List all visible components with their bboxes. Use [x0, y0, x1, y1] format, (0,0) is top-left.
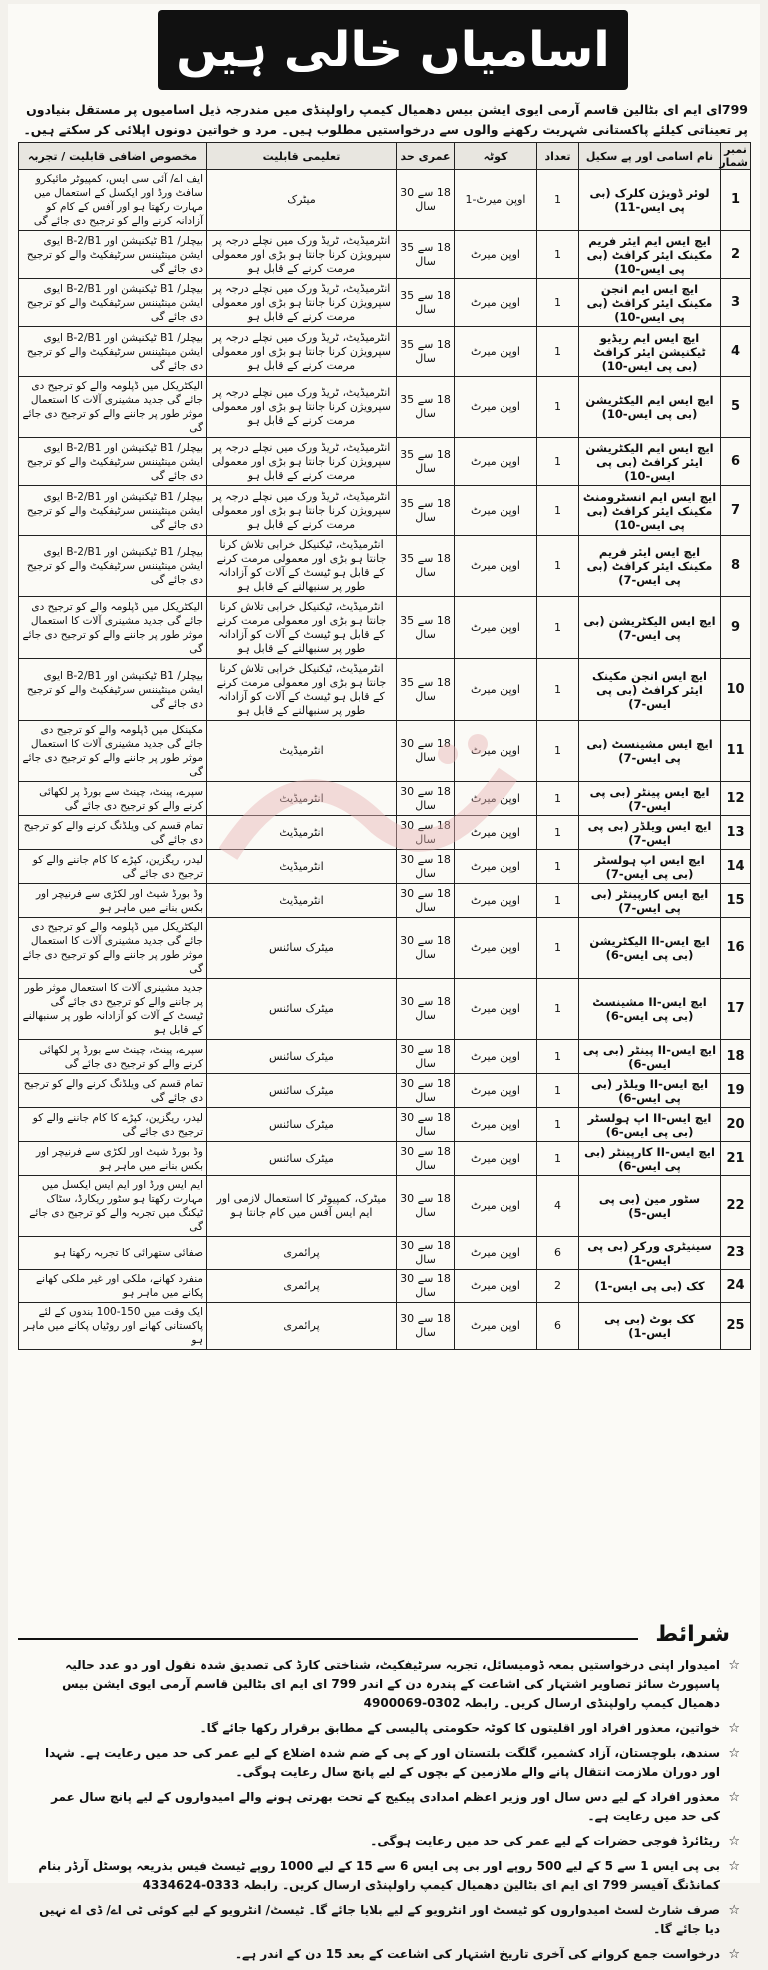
table-row [19, 231, 751, 279]
table-row [19, 816, 751, 850]
post-name-cell: ایچ ایس الیکٹریشن (بی پی ایس-7) [579, 597, 721, 659]
serial-cell: 8 [721, 536, 751, 597]
count-cell: 1 [537, 721, 579, 782]
count-cell: 1 [537, 1108, 579, 1142]
col-header-post: نام اسامی اور پے سکیل [579, 143, 721, 170]
experience-cell: تمام قسم کی ویلڈنگ کرنے والے کو ترجیح دی جائے گی [19, 816, 207, 850]
table-row [19, 1074, 751, 1108]
table-row [19, 1270, 751, 1303]
quota-cell: اوپن میرٹ [455, 1040, 537, 1074]
serial-cell: 17 [721, 979, 751, 1040]
experience-cell: بیچلر/ B1 ٹیکنیشن اور B-2/B1 ایوی ایشن مینٹیننس سرٹیفکیٹ والے کو ترجیح دی جائے گی [19, 327, 207, 377]
table-row [19, 979, 751, 1040]
experience-cell: ایم ایس ورڈ اور ایم ایس ایکسل میں مہارت رکھتا ہو سٹور ریکارڈ، سٹاک ٹیکنگ میں تجربہ والے کو ترجیح دی جائے گی [19, 1176, 207, 1237]
education-cell: انٹرمیڈیٹ، ٹریڈ ورک میں نچلے درجہ پر سپرویژن کرنا جانتا ہو بڑی اور معمولی مرمت کرنے کے قابل ہو [207, 279, 397, 327]
age-limit-cell: 18 سے 35 سال [397, 327, 455, 377]
table-row [19, 1040, 751, 1074]
condition-item [28, 1744, 740, 1782]
condition-item [28, 1857, 740, 1895]
count-cell: 1 [537, 170, 579, 231]
education-cell: انٹرمیڈیٹ، ٹیکنیکل خرابی تلاش کرنا جانتا ہو بڑی اور معمولی مرمت کرنے کے قابل ہو ٹیسٹ کے آلات کو آزادانہ طور پر سنبھالنے کے قابل ہو [207, 597, 397, 659]
post-name-cell: سٹور مین (بی پی ایس-5) [579, 1176, 721, 1237]
star-bullet-icon: ☆ [728, 1658, 740, 1673]
age-limit-cell: 18 سے 35 سال [397, 597, 455, 659]
education-cell: میٹرک سائنس [207, 1040, 397, 1074]
post-name-cell: ایچ ایس ایم انسٹرومنٹ مکینک ایئر کرافٹ (بی پی ایس-10) [579, 486, 721, 536]
age-limit-cell: 18 سے 30 سال [397, 1142, 455, 1176]
education-cell: انٹرمیڈیٹ، ٹریڈ ورک میں نچلے درجہ پر سپرویژن کرنا جانتا ہو بڑی اور معمولی مرمت کرنے کے قابل ہو [207, 377, 397, 438]
serial-cell: 7 [721, 486, 751, 536]
quota-cell: اوپن میرٹ [455, 659, 537, 721]
serial-cell: 16 [721, 918, 751, 979]
count-cell: 1 [537, 536, 579, 597]
col-header-age: عمری حد [397, 143, 455, 170]
education-cell: انٹرمیڈیٹ [207, 782, 397, 816]
count-cell: 1 [537, 486, 579, 536]
table-row [19, 536, 751, 597]
quota-cell: اوپن میرٹ [455, 816, 537, 850]
serial-cell: 21 [721, 1142, 751, 1176]
education-cell: میٹرک [207, 170, 397, 231]
count-cell: 1 [537, 659, 579, 721]
education-cell: انٹرمیڈیٹ، ٹریڈ ورک میں نچلے درجہ پر سپرویژن کرنا جانتا ہو بڑی اور معمولی مرمت کرنے کے قابل ہو [207, 231, 397, 279]
post-name-cell: ایچ ایس-II پینٹر (بی پی ایس-6) [579, 1040, 721, 1074]
condition-item [28, 1945, 740, 1964]
post-name-cell: ایچ ایس ایئر فریم مکینک ایئر کرافٹ (بی پی ایس-7) [579, 536, 721, 597]
count-cell: 1 [537, 850, 579, 884]
serial-cell: 12 [721, 782, 751, 816]
experience-cell: بیچلر/ B1 ٹیکنیشن اور B-2/B1 ایوی ایشن مینٹیننس سرٹیفکیٹ والے کو ترجیح دی جائے گی [19, 536, 207, 597]
age-limit-cell: 18 سے 35 سال [397, 279, 455, 327]
education-cell: میٹرک سائنس [207, 1142, 397, 1176]
table-row [19, 1176, 751, 1237]
table-header-row [19, 143, 751, 170]
table-row [19, 782, 751, 816]
count-cell: 1 [537, 918, 579, 979]
table-row [19, 170, 751, 231]
star-bullet-icon: ☆ [728, 1746, 740, 1761]
post-name-cell: ایچ ایس-II کارپینٹر (بی پی ایس-6) [579, 1142, 721, 1176]
serial-cell: 1 [721, 170, 751, 231]
post-name-cell: ایچ ایس ایم ریڈیو ٹیکنیشن ایئر کرافٹ (بی پی ایس-10) [579, 327, 721, 377]
post-name-cell: کک بوٹ (بی پی ایس-1) [579, 1303, 721, 1350]
count-cell: 1 [537, 782, 579, 816]
count-cell: 1 [537, 377, 579, 438]
count-cell: 6 [537, 1237, 579, 1270]
education-cell: انٹرمیڈیٹ، ٹریڈ ورک میں نچلے درجہ پر سپرویژن کرنا جانتا ہو بڑی اور معمولی مرمت کرنے کے قابل ہو [207, 486, 397, 536]
age-limit-cell: 18 سے 35 سال [397, 231, 455, 279]
quota-cell: اوپن میرٹ [455, 782, 537, 816]
count-cell: 1 [537, 597, 579, 659]
quota-cell: اوپن میرٹ [455, 918, 537, 979]
condition-item [28, 1788, 740, 1826]
post-name-cell: ایچ ایس انجن مکینک ایئر کرافٹ (بی پی ایس-7) [579, 659, 721, 721]
age-limit-cell: 18 سے 30 سال [397, 816, 455, 850]
table-row [19, 1142, 751, 1176]
condition-text: سندھ، بلوچستان، آزاد کشمیر، گلگت بلتستان اور کے پی کے ضم شدہ اضلاع کے لیے عمر کی حد میں رعایت ہے۔ شہدا اور دوران ملازمت انتقال پانے والے ملازمین کے بچوں کے لیے پانچ سال رعایت ہوگی۔ [44, 1746, 720, 1779]
table-row [19, 850, 751, 884]
count-cell: 1 [537, 979, 579, 1040]
quota-cell: اوپن میرٹ [455, 597, 537, 659]
conditions-list [28, 1656, 740, 1970]
education-cell: انٹرمیڈیٹ [207, 721, 397, 782]
post-name-cell: ایچ ایس ایم انجن مکینک ایئر کرافٹ (بی پی ایس-10) [579, 279, 721, 327]
serial-cell: 2 [721, 231, 751, 279]
quota-cell: اوپن میرٹ [455, 1142, 537, 1176]
education-cell: میٹرک سائنس [207, 1074, 397, 1108]
advertisement-page [8, 4, 760, 1962]
serial-cell: 10 [721, 659, 751, 721]
serial-cell: 9 [721, 597, 751, 659]
quota-cell: اوپن میرٹ [455, 327, 537, 377]
count-cell: 1 [537, 1040, 579, 1074]
serial-cell: 6 [721, 438, 751, 486]
age-limit-cell: 18 سے 30 سال [397, 1176, 455, 1237]
age-limit-cell: 18 سے 30 سال [397, 884, 455, 918]
age-limit-cell: 18 سے 30 سال [397, 1303, 455, 1350]
condition-text: بی پی ایس 1 سے 5 کے لیے 500 روپے اور بی پی ایس 6 سے 15 کے لیے 1000 روپے ٹیسٹ فیس بذریعہ پوسٹل آرڈر بنام کمانڈنگ آفیسر 799 ای ایم ای بٹالین دھمیال کیمپ راولپنڈی ارسال کریں۔ رابطہ 0333-4334624 [38, 1859, 720, 1892]
count-cell: 1 [537, 438, 579, 486]
experience-cell: لیدر، ریگزین، کپڑے کا کام جاننے والے کو ترجیح دی جائے گی [19, 850, 207, 884]
serial-cell: 4 [721, 327, 751, 377]
education-cell: انٹرمیڈیٹ، ٹیکنیکل خرابی تلاش کرنا جانتا ہو بڑی اور معمولی مرمت کرنے کے قابل ہو ٹیسٹ کے آلات کو آزادانہ طور پر سنبھالنے کے قابل ہو [207, 536, 397, 597]
age-limit-cell: 18 سے 30 سال [397, 1270, 455, 1303]
age-limit-cell: 18 سے 30 سال [397, 1074, 455, 1108]
col-header-count: تعداد [537, 143, 579, 170]
post-name-cell: ایچ ایس ویلڈر (بی پی ایس-7) [579, 816, 721, 850]
age-limit-cell: 18 سے 35 سال [397, 377, 455, 438]
condition-text: ریٹائرڈ فوجی حضرات کے لیے عمر کی حد میں رعایت ہوگی۔ [370, 1834, 720, 1848]
post-name-cell: ایچ ایس ایم الیکٹریشن ایئر کرافٹ (بی پی ایس-10) [579, 438, 721, 486]
star-bullet-icon: ☆ [728, 1721, 740, 1736]
condition-text: معذور افراد کے لیے دس سال اور وزیر اعظم امدادی پیکیج کے تحت بھرتی ہونے والے امیدواروں کے لیے پانچ سال عمر کی حد میں رعایت ہے۔ [51, 1790, 720, 1823]
col-header-serial: نمبر شمار [721, 143, 751, 170]
condition-item [28, 1832, 740, 1851]
star-bullet-icon: ☆ [728, 1947, 740, 1962]
table-row [19, 1303, 751, 1350]
age-limit-cell: 18 سے 30 سال [397, 782, 455, 816]
serial-cell: 23 [721, 1237, 751, 1270]
condition-text: صرف شارٹ لسٹ امیدواروں کو ٹیسٹ اور انٹرویو کے لیے بلایا جائے گا۔ ٹیسٹ/ انٹرویو کے لیے کوئی ٹی اے/ ڈی اے نہیں دیا جائے گا۔ [39, 1903, 720, 1936]
education-cell: انٹرمیڈیٹ [207, 850, 397, 884]
table-row [19, 659, 751, 721]
age-limit-cell: 18 سے 30 سال [397, 918, 455, 979]
education-cell: میٹرک سائنس [207, 918, 397, 979]
age-limit-cell: 18 سے 30 سال [397, 979, 455, 1040]
quota-cell: اوپن میرٹ [455, 231, 537, 279]
experience-cell: بیچلر/ B1 ٹیکنیشن اور B-2/B1 ایوی ایشن مینٹیننس سرٹیفکیٹ والے کو ترجیح دی جائے گی [19, 279, 207, 327]
quota-cell: اوپن میرٹ [455, 1108, 537, 1142]
col-header-education: تعلیمی قابلیت [207, 143, 397, 170]
age-limit-cell: 18 سے 30 سال [397, 721, 455, 782]
quota-cell: اوپن میرٹ [455, 377, 537, 438]
education-cell: میٹرک، کمپیوٹر کا استعمال لازمی اور ایم ایس آفس میں کام جانتا ہو [207, 1176, 397, 1237]
table-row [19, 486, 751, 536]
serial-cell: 22 [721, 1176, 751, 1237]
serial-cell: 3 [721, 279, 751, 327]
education-cell: میٹرک سائنس [207, 1108, 397, 1142]
star-bullet-icon: ☆ [728, 1834, 740, 1849]
count-cell: 1 [537, 884, 579, 918]
table-row [19, 1237, 751, 1270]
post-name-cell: ایچ ایس-II ویلڈر (بی پی ایس-6) [579, 1074, 721, 1108]
education-cell: پرائمری [207, 1270, 397, 1303]
experience-cell: وڈ بورڈ شیٹ اور لکڑی سے فرنیچر اور بکس بنانے میں ماہر ہو [19, 1142, 207, 1176]
post-name-cell: ایچ ایس کارپینٹر (بی پی ایس-7) [579, 884, 721, 918]
post-name-cell: ایچ ایس مشینسٹ (بی پی ایس-7) [579, 721, 721, 782]
col-header-quota: کوٹہ [455, 143, 537, 170]
education-cell: پرائمری [207, 1237, 397, 1270]
experience-cell: بیچلر/ B1 ٹیکنیشن اور B-2/B1 ایوی ایشن مینٹیننس سرٹیفکیٹ والے کو ترجیح دی جائے گی [19, 438, 207, 486]
quota-cell: اوپن میرٹ [455, 1176, 537, 1237]
education-cell: میٹرک سائنس [207, 979, 397, 1040]
serial-cell: 13 [721, 816, 751, 850]
experience-cell: سپرے، پینٹ، چینٹ سے بورڈ پر لکھائی کرنے والے کو ترجیح دی جائے گی [19, 1040, 207, 1074]
education-cell: انٹرمیڈیٹ، ٹریڈ ورک میں نچلے درجہ پر سپرویژن کرنا جانتا ہو بڑی اور معمولی مرمت کرنے کے قابل ہو [207, 438, 397, 486]
count-cell: 1 [537, 231, 579, 279]
education-cell: انٹرمیڈیٹ، ٹیکنیکل خرابی تلاش کرنا جانتا ہو بڑی اور معمولی مرمت کرنے کے قابل ہو ٹیسٹ کے آلات کو آزادانہ طور پر سنبھالنے کے قابل ہو [207, 659, 397, 721]
quota-cell: اوپن میرٹ [455, 1303, 537, 1350]
condition-item [28, 1901, 740, 1939]
col-header-experience: مخصوص اضافی قابلیت / تجربہ [19, 143, 207, 170]
quota-cell: اوپن میرٹ [455, 279, 537, 327]
serial-cell: 18 [721, 1040, 751, 1074]
serial-cell: 14 [721, 850, 751, 884]
post-name-cell: کک (بی پی ایس-1) [579, 1270, 721, 1303]
table-row [19, 377, 751, 438]
education-cell: پرائمری [207, 1303, 397, 1350]
quota-cell: اوپن میرٹ [455, 536, 537, 597]
age-limit-cell: 18 سے 30 سال [397, 1040, 455, 1074]
count-cell: 1 [537, 816, 579, 850]
age-limit-cell: 18 سے 35 سال [397, 438, 455, 486]
education-cell: انٹرمیڈیٹ [207, 884, 397, 918]
condition-text: خواتین، معذور افراد اور اقلیتوں کا کوٹہ حکومتی پالیسی کے مطابق برقرار رکھا جائے گا۔ [199, 1721, 720, 1735]
experience-cell: جدید مشینری آلات کا استعمال موثر طور پر جاننے والے کو ترجیح دی جائے گی ٹیسٹ کے آلات کو آزادانہ طور پر سنبھالنے کے قابل ہو [19, 979, 207, 1040]
quota-cell: اوپن میرٹ [455, 438, 537, 486]
count-cell: 4 [537, 1176, 579, 1237]
condition-item [28, 1656, 740, 1713]
age-limit-cell: 18 سے 30 سال [397, 170, 455, 231]
condition-item [28, 1719, 740, 1738]
table-row [19, 884, 751, 918]
post-name-cell: ایچ ایس-II اپ ہولسٹر (بی پی ایس-6) [579, 1108, 721, 1142]
conditions-title: شرائط [655, 1622, 730, 1647]
quota-cell: اوپن میرٹ [455, 1270, 537, 1303]
post-name-cell: ایچ ایس پینٹر (بی پی ایس-7) [579, 782, 721, 816]
post-name-cell: سینیٹری ورکر (بی پی ایس-1) [579, 1237, 721, 1270]
condition-text: درخواست جمع کروانے کی آخری تاریخ اشتہار کی اشاعت کے بعد 15 دن کے اندر ہے۔ [235, 1947, 720, 1961]
count-cell: 1 [537, 1142, 579, 1176]
post-name-cell: ایچ ایس ایم الیکٹریشن (بی پی ایس-10) [579, 377, 721, 438]
age-limit-cell: 18 سے 30 سال [397, 1237, 455, 1270]
quota-cell: اوپن میرٹ [455, 1074, 537, 1108]
education-cell: انٹرمیڈیٹ [207, 816, 397, 850]
serial-cell: 25 [721, 1303, 751, 1350]
age-limit-cell: 18 سے 30 سال [397, 850, 455, 884]
quota-cell: اوپن میرٹ [455, 850, 537, 884]
count-cell: 1 [537, 1074, 579, 1108]
serial-cell: 19 [721, 1074, 751, 1108]
quota-cell: اوپن میرٹ [455, 486, 537, 536]
star-bullet-icon: ☆ [728, 1859, 740, 1874]
age-limit-cell: 18 سے 35 سال [397, 486, 455, 536]
table-row [19, 721, 751, 782]
quota-cell: اوپن میرٹ [455, 721, 537, 782]
experience-cell: صفائی ستھرائی کا تجربہ رکھتا ہو [19, 1237, 207, 1270]
experience-cell: ایف اے/ آئی سی ایس، کمپیوٹر مائیکرو سافٹ ورڈ اور ایکسل کے استعمال میں مہارت رکھتا ہو اور آفس کے کام کو آزادانہ کرنے والے کو ترجیح دی جائے گی [19, 170, 207, 231]
age-limit-cell: 18 سے 35 سال [397, 659, 455, 721]
serial-cell: 24 [721, 1270, 751, 1303]
experience-cell: بیچلر/ B1 ٹیکنیشن اور B-2/B1 ایوی ایشن مینٹیننس سرٹیفکیٹ والے کو ترجیح دی جائے گی [19, 486, 207, 536]
post-name-cell: ایچ ایس ایم ایئر فریم مکینک ایئر کرافٹ (بی پی ایس-10) [579, 231, 721, 279]
experience-cell: سپرے، پینٹ، چینٹ سے بورڈ پر لکھائی کرنے والے کو ترجیح دی جائے گی [19, 782, 207, 816]
star-bullet-icon: ☆ [728, 1903, 740, 1918]
quota-cell: اوپن میرٹ-1 [455, 170, 537, 231]
education-cell: انٹرمیڈیٹ، ٹریڈ ورک میں نچلے درجہ پر سپرویژن کرنا جانتا ہو بڑی اور معمولی مرمت کرنے کے قابل ہو [207, 327, 397, 377]
table-row [19, 279, 751, 327]
post-name-cell: ایچ ایس اپ ہولسٹر (بی پی ایس-7) [579, 850, 721, 884]
vacancy-table [18, 142, 751, 1350]
table-row [19, 438, 751, 486]
quota-cell: اوپن میرٹ [455, 979, 537, 1040]
table-row [19, 597, 751, 659]
count-cell: 2 [537, 1270, 579, 1303]
count-cell: 1 [537, 327, 579, 377]
quota-cell: اوپن میرٹ [455, 884, 537, 918]
experience-cell: الیکٹریکل میں ڈپلومہ والے کو ترجیح دی جائے گی جدید مشینری آلات کا استعمال موثر طور پر جاننے والے کو ترجیح دی جائے گی [19, 918, 207, 979]
table-row [19, 1108, 751, 1142]
serial-cell: 5 [721, 377, 751, 438]
post-name-cell: ایچ ایس-II الیکٹریشن (بی پی ایس-6) [579, 918, 721, 979]
experience-cell: ایک وقت میں 150-100 بندوں کے لئے پاکستانی کھانے اور روٹیاں پکانے میں ماہر ہو [19, 1303, 207, 1350]
count-cell: 6 [537, 1303, 579, 1350]
age-limit-cell: 18 سے 35 سال [397, 536, 455, 597]
serial-cell: 15 [721, 884, 751, 918]
experience-cell: بیچلر/ B1 ٹیکنیشن اور B-2/B1 ایوی ایشن مینٹیننس سرٹیفکیٹ والے کو ترجیح دی جائے گی [19, 231, 207, 279]
experience-cell: بیچلر/ B1 ٹیکنیشن اور B-2/B1 ایوی ایشن مینٹیننس سرٹیفکیٹ والے کو ترجیح دی جائے گی [19, 659, 207, 721]
experience-cell: وڈ بورڈ شیٹ اور لکڑی سے فرنیچر اور بکس بنانے میں ماہر ہو [19, 884, 207, 918]
conditions-divider [18, 1638, 638, 1640]
post-name-cell: ایچ ایس-II مشینسٹ (بی پی ایس-6) [579, 979, 721, 1040]
serial-cell: 11 [721, 721, 751, 782]
star-bullet-icon: ☆ [728, 1790, 740, 1805]
page-title: اسامیاں خالی ہیں [158, 10, 628, 90]
experience-cell: مکینکل میں ڈپلومہ والے کو ترجیح دی جائے گی جدید مشینری آلات کا استعمال موثر طور پر جاننے والے کو ترجیح دی جائے گی [19, 721, 207, 782]
serial-cell: 20 [721, 1108, 751, 1142]
experience-cell: الیکٹریکل میں ڈپلومہ والے کو ترجیح دی جائے گی جدید مشینری آلات کا استعمال موثر طور پر جاننے والے کو ترجیح دی جائے گی [19, 597, 207, 659]
age-limit-cell: 18 سے 30 سال [397, 1108, 455, 1142]
experience-cell: تمام قسم کی ویلڈنگ کرنے والے کو ترجیح دی جائے گی [19, 1074, 207, 1108]
table-row [19, 327, 751, 377]
experience-cell: لیدر، ریگزین، کپڑے کا کام جاننے والے کو ترجیح دی جائے گی [19, 1108, 207, 1142]
count-cell: 1 [537, 279, 579, 327]
intro-paragraph: 799ای ایم ای بٹالین قاسم آرمی ایوی ایشن بیس دھمیال کیمپ راولپنڈی میں مندرجہ ذیل اسامیوں پر مستقل بنیادوں پر تعیناتی کیلئے پاکستانی شہریت رکھنے والوں سے درخواستیں مطلوب ہیں۔ مرد و خواتین دونوں اپلائی کر سکتے ہیں۔ [23, 102, 748, 137]
post-name-cell: لوئر ڈویژن کلرک (بی پی ایس-11) [579, 170, 721, 231]
experience-cell: الیکٹریکل میں ڈپلومہ والے کو ترجیح دی جائے گی جدید مشینری آلات کا استعمال موثر طور پر جاننے والے کو ترجیح دی جائے گی [19, 377, 207, 438]
condition-text: امیدوار اپنی درخواستیں بمعہ ڈومیسائل، تجربہ سرٹیفکیٹ، شناختی کارڈ کی تصدیق شدہ نقول اور دو عدد حالیہ پاسپورٹ سائز تصاویر اشتہار کی اشاعت کے پندرہ دن کے اندر 799 ای ایم ای بٹالین قاسم آرمی ایوی ایشن بیس دھمیال کیمپ راولپنڈی ارسال کریں۔ رابطہ 0302-4900069 [62, 1658, 720, 1710]
experience-cell: منفرد کھانے، ملکی اور غیر ملکی کھانے پکانے میں ماہر ہو [19, 1270, 207, 1303]
quota-cell: اوپن میرٹ [455, 1237, 537, 1270]
table-row [19, 918, 751, 979]
